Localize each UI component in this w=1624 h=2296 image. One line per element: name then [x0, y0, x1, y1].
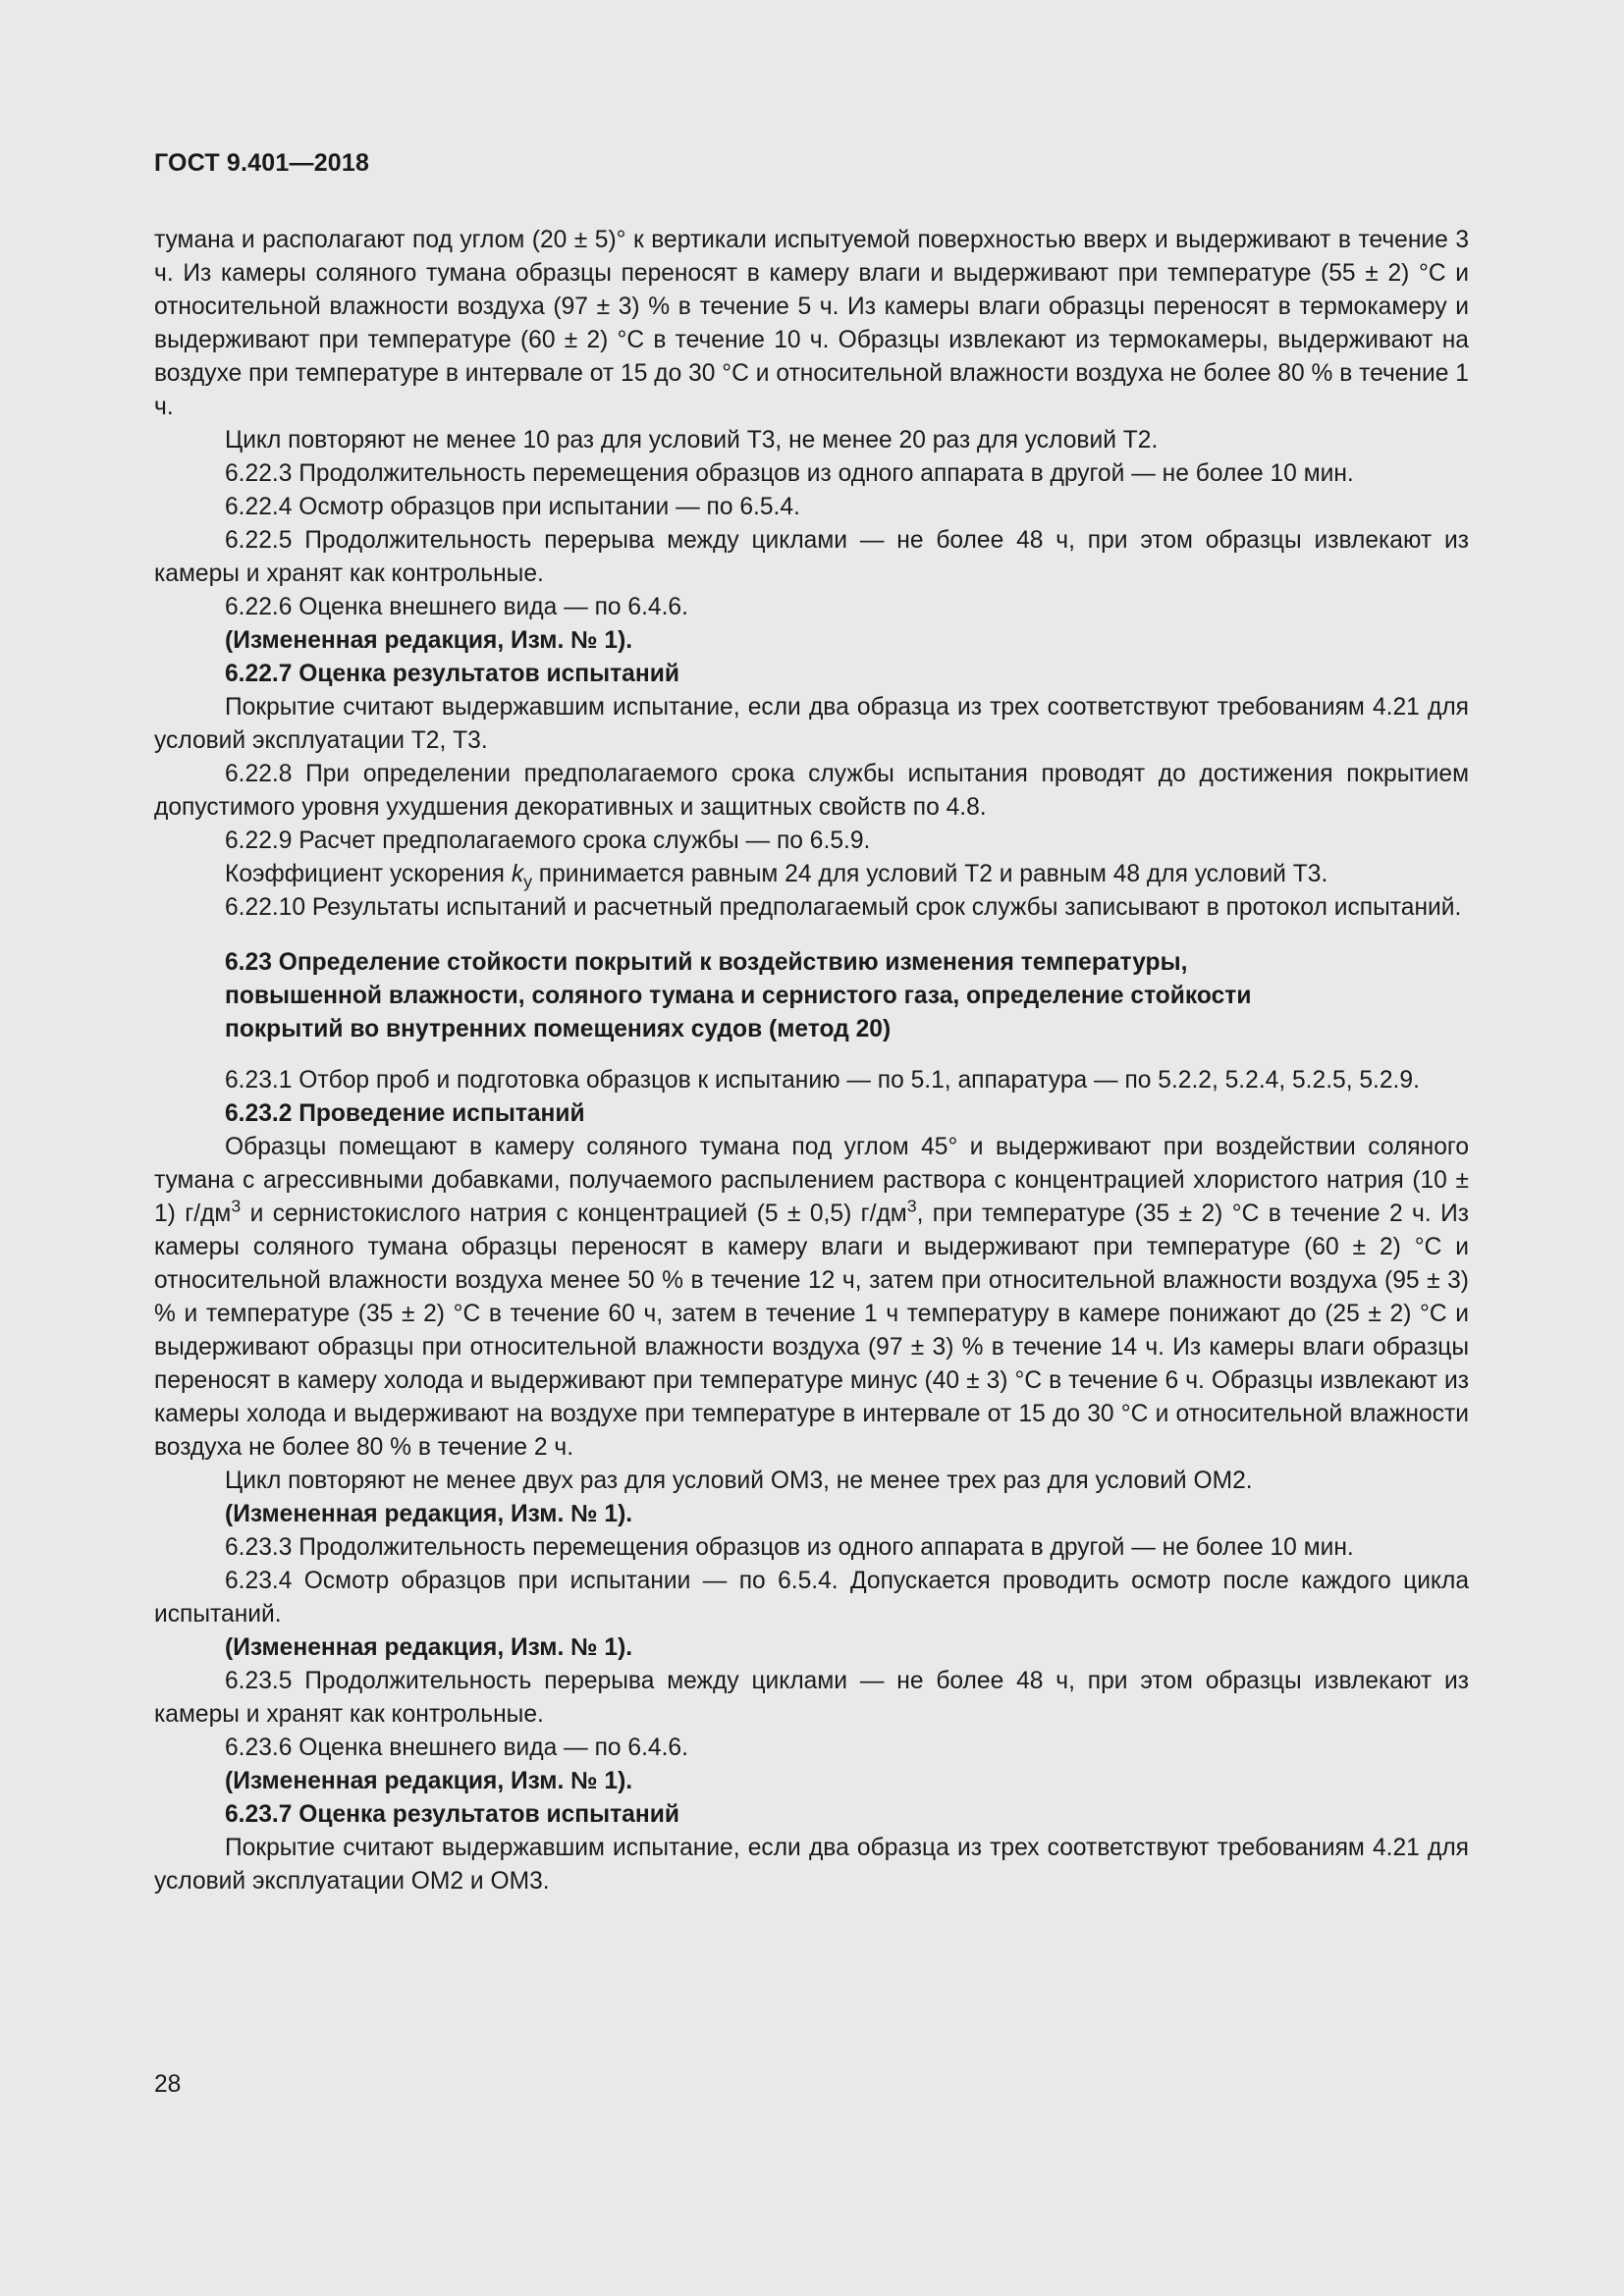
paragraph: тумана и располагают под углом (20 ± 5)° к вертикали испытуемой поверхностью вверх и выдерживают в течение 3 ч. Из камеры соляного тумана образцы переносят в камеру влаги и выдерживают при температуре (55 ± 2) °C и относительной влажности воздуха (97 ± 3) % в течение 5 ч. Из камеры влаги образцы переносят в термокамеру и выдерживают при температуре (60 ± 2) °C в течение 10 ч. Образцы извлекают из термокамеры, выдерживают на воздухе при температуре в интервале от 15 до 30 °C и относительной влажности воздуха не более 80 % в течение 1 ч.: [154, 227, 1469, 420]
document-body: [154, 224, 1469, 1898]
paragraph: Покрытие считают выдержавшим испытание, если два образца из трех соответствуют требованиям 4.21 для условий эксплуатации ОМ2 и ОМ3.: [154, 1835, 1469, 1895]
clause-6-22-6: 6.22.6 Оценка внешнего вида — по 6.4.6.: [225, 594, 688, 620]
clause-6-22-7-heading: 6.22.7 Оценка результатов испытаний: [225, 661, 679, 687]
clause-6-22-10: 6.22.10 Результаты испытаний и расчетный предполагаемый срок службы записывают в протокол испытаний.: [225, 894, 1462, 921]
amendment-note: (Измененная редакция, Изм. № 1).: [225, 627, 633, 654]
amendment-note: (Измененная редакция, Изм. № 1).: [225, 1501, 633, 1527]
clause-6-23-6: 6.23.6 Оценка внешнего вида — по 6.4.6.: [225, 1735, 688, 1761]
document-header: ГОСТ 9.401—2018: [154, 149, 370, 177]
clause-6-22-5: 6.22.5 Продолжительность перерыва между циклами — не более 48 ч, при этом образцы извлекают из камеры и хранят как контрольные.: [154, 527, 1469, 587]
clause-6-22-9: 6.22.9 Расчет предполагаемого срока службы — по 6.5.9.: [225, 828, 871, 854]
clause-6-22-4: 6.22.4 Осмотр образцов при испытании — по 6.5.4.: [225, 494, 800, 520]
clause-6-23-3: 6.23.3 Продолжительность перемещения образцов из одного аппарата в другой — не более 10 мин.: [225, 1534, 1354, 1561]
amendment-note: (Измененная редакция, Изм. № 1).: [225, 1634, 633, 1661]
clause-6-23-4: 6.23.4 Осмотр образцов при испытании — по 6.5.4. Допускается проводить осмотр после каждого цикла испытаний.: [154, 1568, 1469, 1628]
paragraph: Покрытие считают выдержавшим испытание, если два образца из трех соответствуют требованиям 4.21 для условий эксплуатации Т2, Т3.: [154, 694, 1469, 754]
amendment-note: (Измененная редакция, Изм. № 1).: [225, 1768, 633, 1794]
acceleration-coefficient-paragraph: Коэффициент ускорения $k_у$ принимается равным 24 для условий Т2 и равным 48 для условий Т3.: [225, 861, 1328, 892]
clause-6-23-1: 6.23.1 Отбор проб и подготовка образцов к испытанию — по 5.1, аппаратура — по 5.2.2, 5.2.4, 5.2.5, 5.2.9.: [225, 1067, 1420, 1094]
clause-6-23-7-heading: 6.23.7 Оценка результатов испытаний: [225, 1801, 679, 1828]
clause-6-23-5: 6.23.5 Продолжительность перерыва между циклами — не более 48 ч, при этом образцы извлекают из камеры и хранят как контрольные.: [154, 1668, 1469, 1728]
paragraph: Цикл повторяют не менее 10 раз для условий Т3, не менее 20 раз для условий Т2.: [225, 427, 1159, 454]
section-6-23-title: 6.23 Определение стойкости покрытий к воздействию изменения температуры, повышенной влажности, соляного тумана и сернистого газа, определение стойкости покрытий во внутренних помещениях судов (метод 20): [225, 949, 1252, 1042]
page-number: 28: [154, 2071, 182, 2098]
clause-6-22-8: 6.22.8 При определении предполагаемого срока службы испытания проводят до достижения покрытием допустимого уровня ухудшения декоративных и защитных свойств по 4.8.: [154, 761, 1469, 821]
coefficient-symbol: k: [511, 861, 524, 887]
clause-6-23-2-heading: 6.23.2 Проведение испытаний: [225, 1100, 585, 1127]
paragraph: Цикл повторяют не менее двух раз для условий ОМ3, не менее трех раз для условий ОМ2.: [225, 1468, 1253, 1494]
test-procedure-paragraph: Образцы помещают в камеру соляного тумана под углом 45° и выдерживают при воздействии соляного тумана с агрессивными добавками, получаемого распылением раствора с концентрацией хлористого натрия (10 ± 1) $г/дм^3$ и сернистокислого натрия с концентрацией (5 ± 0,5) $г/дм^3$, при температуре (35 ± 2) °C в течение 2 ч. Из камеры соляного тумана образцы переносят в камеру влаги и выдерживают при температуре (60 ± 2) °C и относительной влажности воздуха менее 50 % в течение 12 ч, затем при относительной влажности воздуха (95 ± 3) % и температуре (35 ± 2) °C в течение 60 ч, затем в течение 1 ч температуру в камере понижают до (25 ± 2) °C и выдерживают образцы при относительной влажности воздуха (97 ± 3) % в течение 14 ч. Из камеры влаги образцы переносят в камеру холода и выдерживают при температуре минус (40 ± 3) °C в течение 6 ч. Образцы извлекают из камеры холода и выдерживают на воздухе при температуре в интервале от 15 до 30 °C и относительной влажности воздуха не более 80 % в течение 2 ч.: [154, 1134, 1470, 1461]
clause-6-22-3: 6.22.3 Продолжительность перемещения образцов из одного аппарата в другой — не более 10 мин.: [225, 460, 1354, 487]
